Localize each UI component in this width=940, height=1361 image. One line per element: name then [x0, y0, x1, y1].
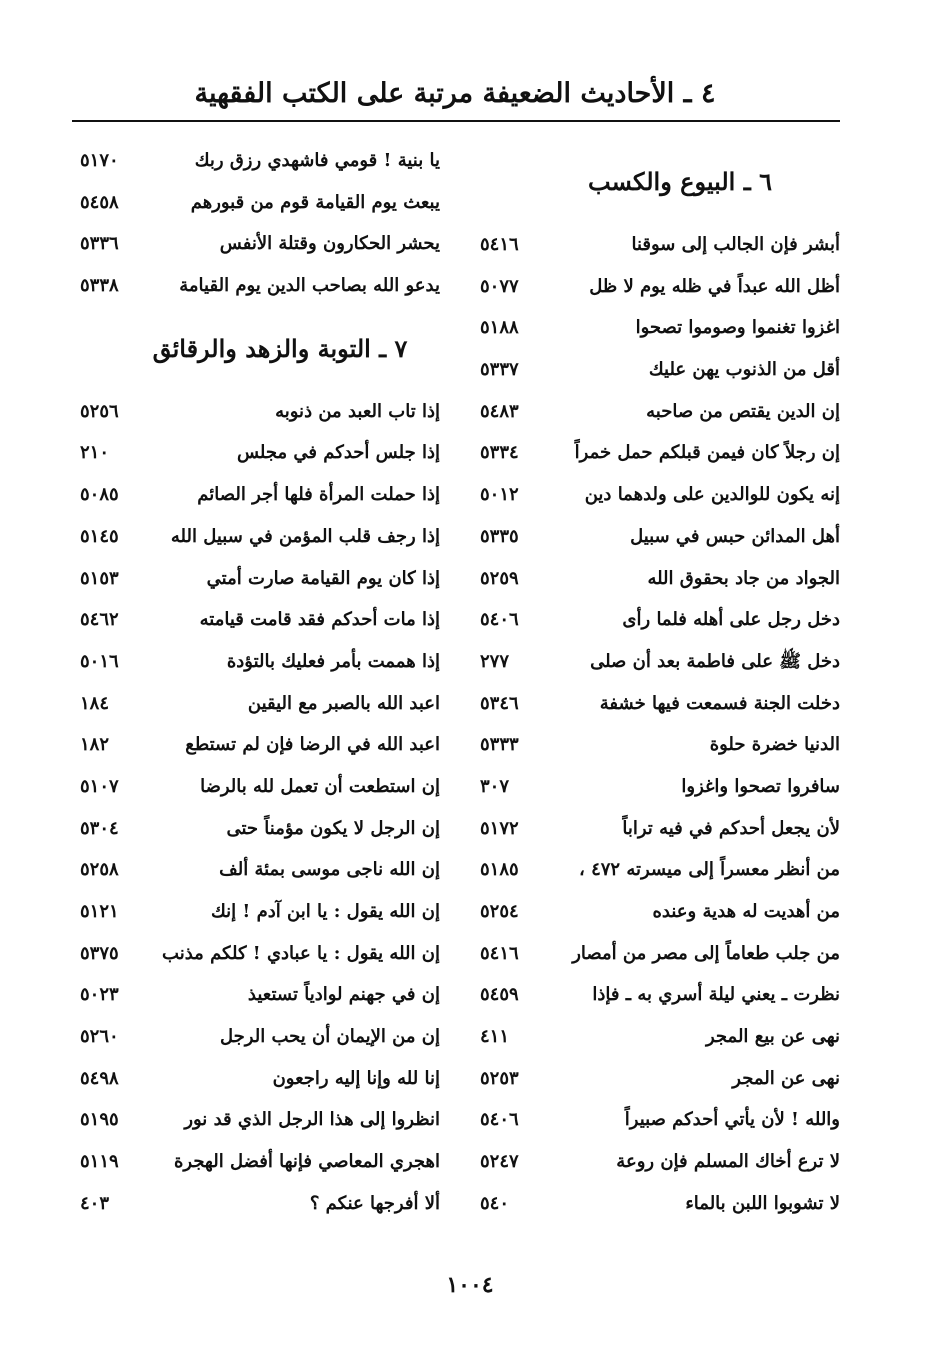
hadith-incipit: لأن يجعل أحدكم في فيه تراباً — [622, 817, 840, 839]
hadith-number: ١٨٤ — [80, 692, 110, 714]
hadith-number: ٥٤٥٩ — [480, 984, 519, 1006]
hadith-incipit: إذا جلس أحدكم في مجلس — [236, 442, 440, 464]
index-entry-row — [480, 474, 840, 516]
left-top-entry-list — [80, 140, 440, 307]
hadith-incipit: إن الدين يقتص من صاحبه — [646, 400, 840, 422]
index-entry-row — [480, 808, 840, 850]
hadith-number: ٥٢٥٦ — [80, 400, 119, 422]
hadith-incipit: لا ترع أخاك المسلم فإن روعة — [616, 1151, 840, 1173]
hadith-number: ٥٢٥٩ — [480, 567, 519, 589]
index-entry-row — [80, 849, 440, 891]
hadith-incipit: من أنظر معسراً إلى ميسرته ٤٧٢ ، — [578, 859, 840, 881]
index-entry-row — [80, 1058, 440, 1100]
hadith-incipit: نظرت ـ يعني ليلة أسري به ـ فإذا — [592, 984, 840, 1006]
hadith-incipit: دخل رجل على أهله فلما رأى — [622, 609, 840, 631]
hadith-incipit: إن في جهنم لوادياً تستعيذ — [247, 984, 440, 1006]
hadith-incipit: لا تشوبوا اللبن بالماء — [685, 1192, 840, 1214]
hadith-incipit: إذا تاب العبد من ذنوبه — [275, 400, 440, 422]
index-entry-row — [80, 391, 440, 433]
right-column — [480, 140, 840, 1225]
index-entry-row — [80, 808, 440, 850]
index-entry-row — [480, 891, 840, 933]
hadith-number: ١٨٢ — [80, 734, 110, 756]
index-entry-row — [80, 683, 440, 725]
hadith-number: ٥٠٢٣ — [80, 984, 119, 1006]
hadith-number: ٢٧٧ — [480, 650, 510, 672]
index-entry-row — [480, 1183, 840, 1225]
index-entry-row — [480, 974, 840, 1016]
hadith-incipit: والله ! لأن يأتي أحدكم صبيراً — [624, 1109, 840, 1131]
hadith-incipit: الدنيا خضرة حلوة — [709, 734, 840, 756]
hadith-incipit: إن استطعت أن تعمل لله بالرضا — [200, 775, 440, 797]
hadith-incipit: اعبد الله بالصبر مع اليقين — [247, 692, 440, 714]
hadith-number: ٥٣٠٤ — [80, 817, 119, 839]
index-entry-row — [480, 307, 840, 349]
hadith-incipit: إنه يكون للوالدين على ولدهما دين — [584, 484, 840, 506]
hadith-incipit: نهى عن بيع المجر — [705, 1026, 840, 1048]
index-entry-row — [80, 432, 440, 474]
hadith-number: ٥٤١٦ — [480, 942, 519, 964]
hadith-number: ٥١٩٥ — [80, 1109, 119, 1131]
hadith-incipit: إن الرجل لا يكون مؤمناً حتى — [226, 817, 440, 839]
hadith-incipit: إذا رجف قلب المؤمن في سبيل الله — [170, 525, 440, 547]
hadith-incipit: إن الله يقول : يا ابن آدم ! إنك — [210, 901, 440, 922]
hadith-number: ٥٢٥٣ — [480, 1067, 519, 1089]
hadith-number: ٥١١٩ — [80, 1151, 119, 1173]
hadith-incipit: إنا لله وإنا إليه راجعون — [272, 1067, 440, 1089]
index-entry-row — [480, 391, 840, 433]
section-title-tawba: ٧ ـ التوبة والزهد والرقائق — [152, 333, 408, 363]
index-entry-row — [480, 1099, 840, 1141]
hadith-number: ٥١٠٧ — [80, 775, 119, 797]
index-entry-row — [480, 1058, 840, 1100]
hadith-incipit: يا بنية ! قومي فاشهدي رزق ربك — [194, 150, 440, 171]
hadith-number: ٥١٤٥ — [80, 525, 119, 547]
hadith-number: ٤٠٣ — [80, 1192, 110, 1214]
index-entry-row — [80, 1099, 440, 1141]
hadith-incipit: إن الله ناجى موسى بمئة ألف — [219, 859, 440, 881]
hadith-number: ٥٤٦٢ — [80, 609, 119, 631]
right-entry-list — [480, 224, 840, 1225]
hadith-number: ٥٣٣٣ — [480, 734, 519, 756]
hadith-incipit: الجواد من جاد بحقوق الله — [647, 567, 840, 589]
hadith-number: ٥١٧٠ — [80, 150, 119, 171]
hadith-number: ٥٢٥٤ — [480, 901, 519, 922]
hadith-incipit: يبعث يوم القيامة قوم من قبورهم — [190, 191, 440, 213]
hadith-number: ٥٣٣٦ — [80, 233, 119, 255]
index-entry-row — [480, 849, 840, 891]
index-entry-row — [480, 266, 840, 308]
hadith-incipit: ألا أفرجها عنكم ؟ — [309, 1192, 440, 1214]
index-entry-row — [480, 933, 840, 975]
hadith-incipit: دخلت الجنة فسمعت فيها خشفة — [599, 692, 840, 714]
hadith-incipit: إن رجلاً كان فيمن قبلكم حمل خمراً — [574, 442, 840, 464]
left-entry-list — [80, 391, 440, 1225]
hadith-incipit: إذا هممت بأمر فعليك بالتؤدة — [226, 650, 440, 672]
hadith-number: ٥٣٧٥ — [80, 942, 119, 964]
header-divider — [72, 120, 840, 122]
hadith-incipit: أقل من الذنوب يهن عليك — [648, 359, 840, 381]
hadith-incipit: أظل الله عبداً في ظله يوم لا ظل — [589, 275, 840, 297]
hadith-number: ٥٣٣٥ — [480, 525, 519, 547]
hadith-number: ٥١٥٣ — [80, 567, 119, 589]
hadith-number: ٥٤١٦ — [480, 234, 519, 255]
hadith-number: ٥١٨٥ — [480, 859, 519, 881]
hadith-number: ٥٠٧٧ — [480, 275, 519, 297]
hadith-incipit: إذا مات أحدكم فقد قامت قيامته — [199, 609, 440, 631]
index-entry-row — [80, 933, 440, 975]
index-entry-row — [480, 224, 840, 266]
left-column — [80, 140, 440, 1225]
hadith-incipit: دخل ﷺ على فاطمة بعد أن صلى — [590, 650, 840, 672]
index-entry-row — [480, 1141, 840, 1183]
index-entry-row — [80, 724, 440, 766]
hadith-number: ٥٤٠ — [480, 1192, 510, 1214]
hadith-number: ٥٠١٢ — [480, 484, 519, 506]
index-entry-row — [480, 1016, 840, 1058]
index-entry-row — [80, 974, 440, 1016]
index-entry-row — [480, 599, 840, 641]
index-entry-row — [80, 766, 440, 808]
index-entry-row — [80, 599, 440, 641]
hadith-number: ٥١٧٢ — [480, 817, 519, 839]
hadith-incipit: اهجري المعاصي فإنها أفضل الهجرة — [173, 1151, 440, 1173]
index-entry-row — [480, 724, 840, 766]
index-entry-row — [480, 432, 840, 474]
index-entry-row — [480, 641, 840, 683]
hadith-number: ٥٢٥٨ — [80, 859, 119, 881]
hadith-number: ٥١٢١ — [80, 901, 119, 922]
hadith-number: ٥٣٣٧ — [480, 359, 519, 381]
hadith-incipit: إذا حملت المرأة فلها أجر الصائم — [197, 484, 440, 506]
index-entry-row — [80, 140, 440, 182]
page-header-title: ٤ ـ الأحاديث الضعيفة مرتبة على الكتب الفقهية — [194, 78, 716, 109]
hadith-incipit: اعبد الله في الرضا فإن لم تستطع — [185, 734, 440, 756]
index-entry-row — [480, 683, 840, 725]
hadith-incipit: انظروا إلى هذا الرجل الذي قد نور — [184, 1109, 440, 1131]
index-entry-row — [80, 558, 440, 600]
index-entry-row — [80, 1183, 440, 1225]
hadith-incipit: أبشر فإن الجالب إلى سوقنا — [631, 234, 840, 255]
hadith-number: ٢١٠ — [80, 442, 110, 464]
hadith-number: ٥٤٩٨ — [80, 1067, 119, 1089]
index-entry-row — [80, 891, 440, 933]
index-entry-row — [80, 223, 440, 265]
hadith-incipit: من أهديت له هدية وعنده — [652, 901, 840, 922]
hadith-incipit: يدعو الله بصاحب الدين يوم القيامة — [179, 275, 440, 297]
hadith-number: ٥٣٤٦ — [480, 692, 519, 714]
section-title-buyu: ٦ ـ البيوع والكسب — [588, 167, 772, 196]
hadith-number: ٥٤٥٨ — [80, 191, 119, 213]
index-entry-row — [80, 182, 440, 224]
hadith-incipit: نهى عن المجر — [732, 1067, 840, 1089]
hadith-number: ٥٤٠٦ — [480, 609, 519, 631]
hadith-number: ٥٢٤٧ — [480, 1151, 519, 1173]
index-entry-row — [80, 516, 440, 558]
hadith-number: ٥٠١٦ — [80, 650, 119, 672]
hadith-incipit: من جلب طعاماً إلى مصر من أمصار — [572, 942, 840, 964]
hadith-number: ٥٤٠٦ — [480, 1109, 519, 1131]
hadith-incipit: يحشر الحكارون وقتلة الأنفس — [219, 233, 440, 255]
hadith-incipit: سافروا تصحوا واغزوا — [681, 775, 840, 797]
hadith-number: ٥١٨٨ — [480, 317, 519, 339]
hadith-number: ٥٠٨٥ — [80, 484, 119, 506]
index-entry-row — [80, 265, 440, 307]
index-entry-row — [480, 558, 840, 600]
hadith-incipit: أهل المدائن حبس في سبيل — [630, 525, 840, 547]
hadith-number: ٤١١ — [480, 1026, 510, 1048]
hadith-number: ٥٣٣٨ — [80, 275, 119, 297]
index-entry-row — [80, 1016, 440, 1058]
hadith-incipit: اغزوا تغنموا وصوموا تصحوا — [635, 317, 840, 339]
index-entry-row — [80, 641, 440, 683]
hadith-number: ٥٣٣٤ — [480, 442, 519, 464]
index-entry-row — [480, 516, 840, 558]
index-entry-row — [80, 1141, 440, 1183]
hadith-number: ٣٠٧ — [480, 775, 510, 797]
hadith-incipit: إن من الإيمان أن يحب الرجل — [220, 1026, 440, 1048]
hadith-incipit: إذا كان يوم القيامة صارت أمتي — [206, 567, 440, 589]
index-entry-row — [480, 349, 840, 391]
index-entry-row — [480, 766, 840, 808]
index-entry-row — [80, 474, 440, 516]
hadith-incipit: إن الله يقول : يا عبادي ! كلكم مذنب — [162, 942, 440, 964]
page-number: ١٠٠٤ — [446, 1272, 494, 1298]
hadith-number: ٥٢٦٠ — [80, 1026, 119, 1048]
hadith-number: ٥٤٨٣ — [480, 400, 519, 422]
